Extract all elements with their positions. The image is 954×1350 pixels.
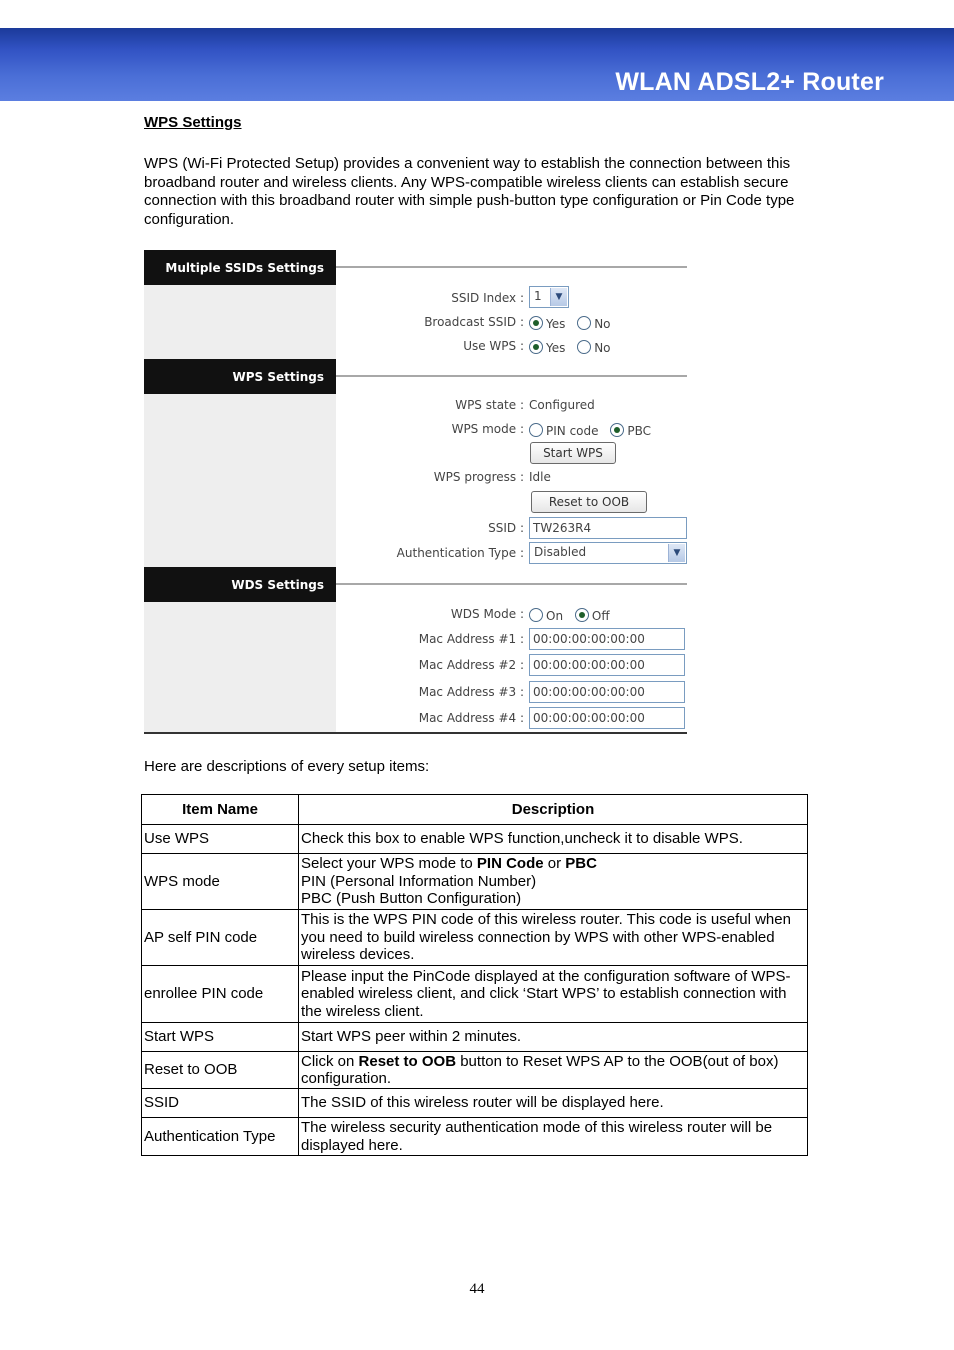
item-name-cell: Use WPS [142, 825, 299, 854]
table-row [142, 854, 808, 910]
yes-label: Yes [546, 317, 566, 331]
wds-mode-label: WDS Mode : [450, 607, 524, 621]
description-cell: The wireless security authentication mode of this wireless router will be displayed here. [299, 1118, 808, 1156]
table-row [142, 1023, 808, 1052]
section-heading: WPS Settings [144, 114, 242, 131]
description-cell [299, 854, 808, 910]
column-header-description: Description [299, 795, 808, 825]
wps-progress-label: WPS progress : [433, 470, 524, 484]
description-cell: Please input the PinCode displayed at the configuration software of WPS-enabled wireless client, and click ‘Start WPS’ to establish connection with the wireless client. [299, 966, 808, 1023]
radio-empty-icon [529, 608, 543, 622]
mac2-label: Mac Address #2 : [418, 658, 524, 672]
column-header-item-name: Item Name [142, 795, 299, 825]
broadcast-ssid-yes[interactable] [529, 317, 565, 331]
reset-oob-button[interactable]: Reset to OOB [531, 491, 647, 513]
description-text: PBC (Push Button Configuration) [301, 890, 522, 908]
use-wps-options [529, 340, 619, 355]
radio-empty-icon [577, 340, 591, 354]
broadcast-ssid-label: Broadcast SSID : [424, 315, 524, 329]
pin-code-label: PIN code [546, 424, 599, 438]
wds-mode-on[interactable] [529, 609, 563, 623]
chevron-down-icon: ▼ [550, 288, 567, 306]
wps-mode-label: WPS mode : [451, 422, 524, 436]
item-name-cell: Start WPS [142, 1023, 299, 1052]
mac2-field[interactable]: 00:00:00:00:00:00 [529, 654, 685, 676]
table-row [142, 1089, 808, 1118]
auth-type-select[interactable] [529, 542, 687, 564]
item-name-cell: WPS mode [142, 854, 299, 910]
wps-state-label: WPS state : [455, 398, 524, 412]
pbc-label: PBC [627, 424, 651, 438]
broadcast-ssid-no[interactable] [577, 317, 610, 331]
description-bold-text: PBC [565, 855, 597, 873]
description-text: Select your WPS mode to [301, 855, 477, 873]
off-label: Off [591, 609, 610, 623]
intro-paragraph: WPS (Wi-Fi Protected Setup) provides a convenient way to establish the connection between this broadband router and wireless clients. Any WPS-compatible wireless clients can establish secure connection with this broadband router with simple push-button type configuration or Pin Code type configuration. [144, 155, 795, 228]
wds-mode-off[interactable] [575, 609, 610, 623]
screenshot-left-column [144, 250, 336, 734]
radio-empty-icon [577, 316, 591, 330]
description-cell: Start WPS peer within 2 minutes. [299, 1023, 808, 1052]
item-name-cell: enrollee PIN code [142, 966, 299, 1023]
no-label: No [594, 341, 611, 355]
mac4-label: Mac Address #4 : [418, 711, 524, 725]
radio-empty-icon [529, 423, 543, 437]
wds-mode-options [529, 608, 618, 623]
description-text: button to Reset WPS AP to the OOB(out of box) configuration. [301, 1052, 779, 1087]
on-label: On [546, 609, 564, 623]
radio-selected-icon [575, 608, 589, 622]
descriptions-intro: Here are descriptions of every setup items: [144, 758, 430, 775]
table-row [142, 1118, 808, 1156]
description-cell: The SSID of this wireless router will be displayed here. [299, 1089, 808, 1118]
ssid-index-select[interactable] [529, 286, 569, 308]
start-wps-button[interactable]: Start WPS [530, 442, 616, 464]
page-number: 44 [469, 1281, 485, 1297]
tab-multiple-ssids: Multiple SSIDs Settings [144, 250, 336, 285]
wps-mode-pin-code[interactable] [529, 424, 599, 438]
ssid-index-value: 1 [534, 289, 542, 303]
ssid-index-label: SSID Index : [451, 291, 524, 305]
divider-line [336, 266, 687, 268]
mac1-field[interactable]: 00:00:00:00:00:00 [529, 628, 685, 650]
radio-selected-icon [529, 316, 543, 330]
mac3-label: Mac Address #3 : [418, 685, 524, 699]
description-cell: Check this box to enable WPS function,uncheck it to disable WPS. [299, 825, 808, 854]
mac1-label: Mac Address #1 : [418, 632, 524, 646]
description-bold-text: Reset to OOB [358, 1052, 457, 1070]
use-wps-yes[interactable] [529, 341, 565, 355]
table-row [142, 910, 808, 966]
wps-progress-value: Idle [529, 470, 551, 484]
wps-mode-pbc[interactable] [610, 424, 651, 438]
description-bold-text: PIN Code [476, 855, 544, 873]
items-table [141, 794, 808, 1156]
mac3-field[interactable]: 00:00:00:00:00:00 [529, 681, 685, 703]
description-text: Click on [301, 1052, 359, 1070]
ssid-field[interactable]: TW263R4 [529, 517, 687, 539]
tab-wds-settings: WDS Settings [144, 567, 336, 602]
ssid-label: SSID : [488, 521, 524, 535]
description-cell [299, 1052, 808, 1089]
table-row [142, 1052, 808, 1089]
tab-wps-settings: WPS Settings [144, 359, 336, 394]
radio-selected-icon [610, 423, 624, 437]
wps-state-value: Configured [529, 398, 595, 412]
chevron-down-icon: ▼ [668, 544, 685, 562]
auth-type-value: Disabled [534, 545, 587, 559]
header-title: WLAN ADSL2+ Router [615, 68, 884, 96]
divider-line [336, 375, 687, 377]
no-label: No [594, 317, 611, 331]
table-row [142, 825, 808, 854]
item-name-cell: Authentication Type [142, 1118, 299, 1156]
settings-screenshot [144, 250, 687, 736]
item-name-cell: AP self PIN code [142, 910, 299, 966]
description-text: PIN (Personal Information Number) [301, 872, 537, 890]
mac4-field[interactable]: 00:00:00:00:00:00 [529, 707, 685, 729]
item-name-cell: SSID [142, 1089, 299, 1118]
description-text: or [543, 855, 566, 873]
header-banner [0, 28, 954, 101]
table-row [142, 966, 808, 1023]
use-wps-label: Use WPS : [463, 339, 524, 353]
description-cell: This is the WPS PIN code of this wireless router. This code is useful when you need to build wireless connection by WPS with other WPS-enabled wireless devices. [299, 910, 808, 966]
use-wps-no[interactable] [577, 341, 610, 355]
auth-type-label: Authentication Type : [396, 546, 524, 560]
divider-line [336, 583, 687, 585]
item-name-cell: Reset to OOB [142, 1052, 299, 1089]
yes-label: Yes [546, 341, 566, 355]
screenshot-bottom-border [144, 732, 687, 734]
broadcast-ssid-options [529, 316, 619, 331]
radio-selected-icon [529, 340, 543, 354]
wps-mode-options [529, 423, 659, 438]
table-header-row [142, 795, 808, 825]
